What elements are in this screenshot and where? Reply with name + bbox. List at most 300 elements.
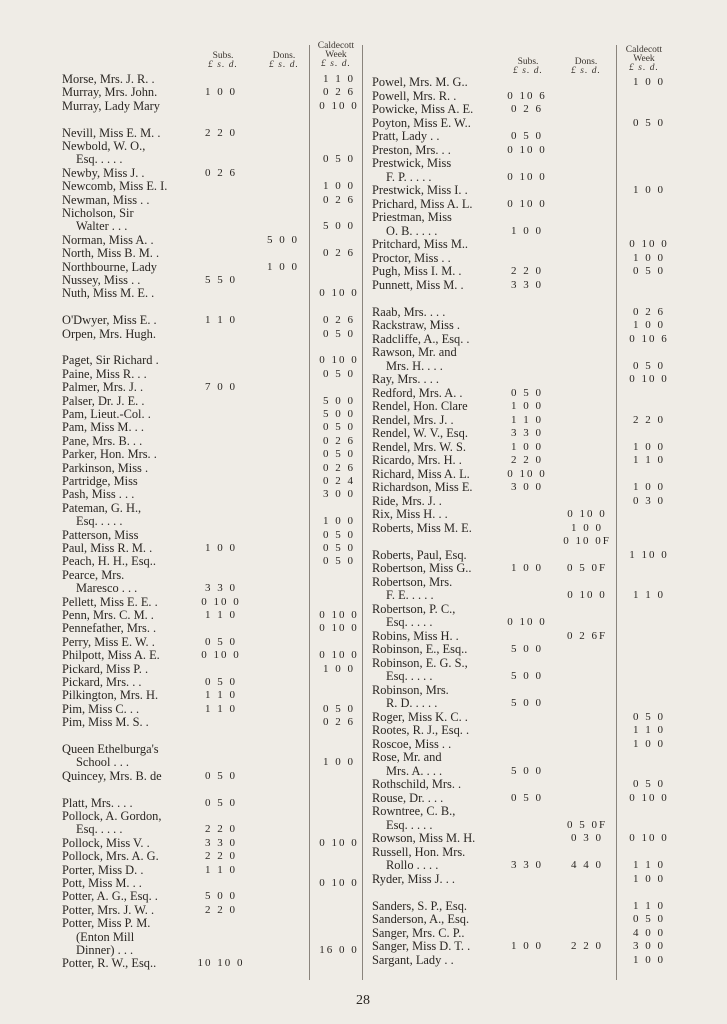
entry-name: Pearce, Mrs. [62, 567, 125, 582]
subs-amount: 2 2 0 [511, 454, 543, 466]
entry-name: Sanger, Miss D. T. . [372, 939, 471, 953]
entry-name: Roberts, Paul, Esq. [372, 547, 467, 562]
entry-name: Potter, Miss P. M. [62, 916, 151, 931]
list-item [62, 73, 362, 85]
entry-name: Powel, Mrs. M. G.. [372, 75, 468, 89]
entry-name: Roger, Miss K. C. . [372, 709, 468, 724]
subs-amount: 2 2 0 [205, 903, 237, 916]
subs-amount: 0 5 0 [205, 769, 237, 782]
entry-name: Redford, Mrs. A. . [372, 385, 463, 400]
list-item [372, 211, 702, 223]
right-subs-header [500, 58, 556, 76]
right-dons-units: £ s. d. [571, 66, 601, 76]
left-week-units: £ s. d. [321, 59, 351, 69]
subs-amount: 2 2 0 [205, 126, 237, 139]
subs-amount: 3 0 0 [511, 481, 543, 493]
list-item [372, 643, 702, 655]
list-item [62, 730, 362, 742]
list-item [62, 703, 362, 715]
entry-name: Raab, Mrs. . . . [372, 304, 446, 319]
subs-amount: 5 0 0 [511, 764, 543, 777]
subs-amount: 3 3 0 [205, 582, 237, 595]
week-amount: 0 5 0 [323, 448, 355, 461]
week-amount: 0 10 0 [629, 373, 669, 385]
list-item [62, 502, 362, 514]
week-amount: 1 1 0 [633, 859, 665, 871]
week-amount: 1 1 0 [633, 589, 665, 601]
list-item [372, 184, 702, 196]
right-week-header [620, 46, 668, 73]
subs-amount: 0 10 0 [507, 197, 547, 210]
subs-amount: 1 1 0 [205, 689, 237, 702]
entry-name: Esq. . . . . [76, 822, 123, 837]
entry-name: Penn, Mrs. C. M. . [62, 608, 154, 622]
dons-amount: 0 2 6F [566, 629, 608, 642]
entry-name: Ryder, Miss J. . . [372, 871, 455, 886]
dons-amount: 1 0 0 [267, 260, 299, 273]
list-item [62, 421, 362, 433]
entry-name: Preston, Mrs. . . [372, 142, 451, 157]
dons-amount: 1 0 0 [571, 521, 603, 534]
list-item [62, 153, 362, 165]
left-subs-header [195, 52, 251, 70]
entry-name: Robins, Miss H. . [372, 628, 459, 643]
entry-name: Pollock, A. Gordon, [62, 809, 162, 823]
entry-name: O. B. . . . . [386, 223, 438, 238]
list-item [372, 171, 702, 183]
week-amount: 0 2 6 [633, 305, 665, 318]
week-amount: 0 5 0 [633, 265, 665, 277]
subs-amount: 0 10 0 [507, 616, 547, 628]
list-item [372, 535, 702, 547]
list-item [62, 649, 362, 661]
entry-name: Pim, Miss M. S. . [62, 715, 149, 730]
list-item [62, 247, 362, 259]
list-item [372, 144, 702, 156]
week-amount: 3 0 0 [323, 488, 355, 501]
list-item [62, 609, 362, 621]
list-item [372, 873, 702, 885]
entry-name: Pollock, Miss V. . [62, 835, 150, 850]
list-item [372, 670, 702, 682]
dons-amount: 0 10 0F [563, 535, 611, 547]
subs-amount: 1 1 0 [205, 863, 237, 876]
week-amount: 1 0 0 [633, 737, 665, 750]
list-item [62, 194, 362, 206]
entry-name: Paine, Miss R. . . [62, 366, 147, 381]
subs-amount: 1 0 0 [511, 940, 543, 952]
entry-name: School . . . [76, 755, 130, 770]
week-amount: 0 10 0 [319, 649, 359, 662]
entry-name: Rootes, R. J., Esq. . [372, 723, 470, 737]
entry-name: Norman, Miss A. . [62, 232, 154, 247]
entry-name: Russell, Hon. Mrs. [372, 844, 466, 859]
right-week-label: Caldecott Week [625, 45, 663, 64]
entry-name: Proctor, Miss . . [372, 250, 451, 265]
entry-name: Rollo . . . . [386, 858, 439, 872]
week-amount: 1 0 0 [323, 515, 355, 528]
list-item [62, 341, 362, 353]
week-amount: 0 10 0 [629, 238, 669, 250]
subs-amount: 5 0 0 [511, 697, 543, 709]
list-item [372, 495, 702, 507]
week-amount: 0 2 6 [323, 193, 355, 206]
list-item [62, 488, 362, 500]
entry-name: F. P. . . . . [386, 169, 432, 184]
week-amount: 1 0 0 [633, 319, 665, 331]
subs-amount: 3 3 0 [511, 859, 543, 871]
list-item [372, 562, 702, 574]
list-item [372, 778, 702, 790]
week-amount: 1 0 0 [633, 440, 665, 453]
entry-name: Robertson, P. C., [372, 601, 456, 616]
list-item [62, 663, 362, 675]
week-amount: 1 0 0 [323, 662, 355, 675]
list-item [372, 400, 702, 412]
entry-name: Rendel, Mrs. J. . [372, 412, 454, 427]
list-item [372, 711, 702, 723]
dons-amount: 4 4 0 [571, 859, 603, 871]
subs-amount: 0 2 6 [205, 166, 237, 179]
week-amount: 0 5 0 [633, 913, 665, 925]
week-amount: 1 0 0 [633, 251, 665, 264]
dons-amount: 0 5 0F [566, 562, 608, 574]
subs-amount: 5 5 0 [205, 274, 237, 286]
week-amount: 0 5 0 [323, 153, 355, 166]
entry-name: Prestwick, Miss I. . [372, 183, 468, 197]
list-item [62, 274, 362, 286]
entry-name: O'Dwyer, Miss E. . [62, 313, 157, 328]
entry-name: Pash, Miss . . . [62, 487, 135, 502]
list-item [372, 751, 702, 763]
entry-name: F. E. . . . . [386, 588, 434, 602]
subs-amount: 1 0 0 [511, 562, 543, 574]
week-amount: 0 5 0 [323, 528, 355, 541]
entry-name: Mrs. H. . . . [386, 358, 443, 373]
list-item [372, 522, 702, 534]
list-item [62, 770, 362, 782]
list-item [372, 306, 702, 318]
week-amount: 1 0 0 [633, 76, 665, 88]
week-amount: 3 0 0 [633, 940, 665, 952]
entry-name: Northbourne, Lady [62, 259, 157, 274]
list-item [372, 954, 702, 966]
list-item [62, 529, 362, 541]
list-item [62, 636, 362, 648]
entry-name: Ray, Mrs. . . . [372, 372, 439, 386]
list-item [62, 287, 362, 299]
entry-name: Esq. . . . . [76, 514, 123, 529]
entry-name: Rowntree, C. B., [372, 804, 456, 818]
list-item [372, 900, 702, 912]
entry-name: (Enton Mill [76, 929, 135, 944]
week-amount: 0 2 6 [323, 86, 355, 99]
subs-amount: 1 0 0 [205, 86, 237, 99]
list-item [372, 427, 702, 439]
subs-amount: 0 5 0 [511, 130, 543, 142]
list-item [62, 810, 362, 822]
week-amount: 0 5 0 [323, 421, 355, 434]
list-item [62, 931, 362, 943]
entry-name: Powell, Mrs. R. . [372, 88, 457, 103]
week-amount: 0 3 0 [633, 494, 665, 507]
list-item [62, 167, 362, 179]
entry-name: Pellett, Miss E. E. . [62, 594, 158, 609]
week-amount: 0 2 6 [323, 461, 355, 474]
page-number: 28 [356, 993, 370, 1008]
list-item [62, 475, 362, 487]
week-amount: 1 1 0 [633, 724, 665, 736]
entry-name: Richard, Miss A. L. [372, 466, 470, 481]
entry-name: Roscoe, Miss . . [372, 736, 452, 751]
week-amount: 0 2 6 [323, 314, 355, 327]
week-amount: 0 10 0 [629, 791, 669, 804]
week-amount: 1 0 0 [633, 481, 665, 493]
right-subs-units: £ s. d. [513, 66, 543, 76]
week-amount: 1 1 0 [323, 73, 355, 85]
list-item [372, 886, 702, 898]
subs-amount: 0 5 0 [511, 791, 543, 804]
list-item [372, 832, 702, 844]
list-item [372, 117, 702, 129]
right-week-units: £ s. d. [629, 63, 659, 73]
week-amount: 4 0 0 [633, 926, 665, 939]
left-week-header [314, 42, 358, 69]
list-item [372, 292, 702, 304]
list-item [62, 582, 362, 594]
subs-amount: 0 10 0 [507, 143, 547, 156]
list-item [372, 198, 702, 210]
left-subs-units: £ s. d. [208, 60, 238, 70]
list-item [372, 441, 702, 453]
subs-amount: 1 0 0 [511, 224, 543, 237]
entry-name: Pratt, Lady . . [372, 129, 440, 143]
list-item [372, 657, 702, 669]
entry-name: Sanderson, A., Esq. [372, 912, 470, 926]
subs-amount: 1 1 0 [205, 609, 237, 621]
entry-name: Esq. . . . . [76, 152, 123, 167]
entry-name: Rendel, Mrs. W. S. [372, 439, 466, 454]
entry-name: Patterson, Miss [62, 527, 139, 542]
week-amount: 0 10 0 [319, 609, 359, 621]
list-item [62, 676, 362, 688]
entry-name: Nicholson, Sir [62, 206, 134, 220]
list-item [372, 508, 702, 520]
list-item [372, 373, 702, 385]
entry-name: Rendel, W. V., Esq. [372, 426, 468, 440]
entry-name: Potter, A. G., Esq. . [62, 889, 158, 904]
subs-amount: 1 1 0 [205, 314, 237, 327]
list-item [372, 684, 702, 696]
right-dons-header [560, 58, 612, 76]
entry-name: Parker, Hon. Mrs. . [62, 447, 157, 462]
list-item [62, 314, 362, 326]
entry-name: Morse, Mrs. J. R. . [62, 72, 155, 86]
dons-amount: 0 10 0 [567, 508, 607, 520]
list-item [372, 279, 702, 291]
list-item [372, 90, 702, 102]
dons-amount: 0 3 0 [571, 832, 603, 844]
list-item [62, 86, 362, 98]
list-item [372, 252, 702, 264]
list-item [372, 454, 702, 466]
list-item [372, 549, 702, 561]
week-amount: 2 2 0 [633, 413, 665, 426]
entry-name: North, Miss B. M. . [62, 246, 160, 261]
subs-amount: 10 10 0 [197, 957, 245, 970]
list-item [372, 792, 702, 804]
subs-amount: 3 3 0 [511, 427, 543, 439]
subs-amount: 0 10 6 [507, 89, 547, 102]
list-item [62, 877, 362, 889]
list-item [62, 140, 362, 152]
entry-name: Rix, Miss H. . . [372, 507, 448, 521]
list-item [372, 846, 702, 858]
list-item [62, 328, 362, 340]
list-item [372, 481, 702, 493]
week-amount: 0 2 6 [323, 434, 355, 447]
list-item [62, 783, 362, 795]
list-item [62, 261, 362, 273]
list-item [372, 913, 702, 925]
dons-amount: 5 0 0 [267, 233, 299, 246]
subs-amount: 2 2 0 [511, 265, 543, 277]
entry-name: Paul, Miss R. M. . [62, 541, 153, 555]
week-amount: 0 5 0 [323, 555, 355, 568]
entry-name: Rothschild, Mrs. . [372, 777, 462, 791]
week-amount: 1 0 0 [323, 756, 355, 769]
list-item [372, 576, 702, 588]
entry-name: Rendel, Hon. Clare [372, 399, 468, 413]
list-item [372, 103, 702, 115]
list-item [372, 130, 702, 142]
entry-name: Newby, Miss J. . [62, 165, 145, 180]
list-item [372, 940, 702, 952]
week-amount: 0 10 0 [319, 287, 359, 300]
week-amount: 0 10 6 [629, 332, 669, 345]
list-item [62, 743, 362, 755]
list-item [372, 765, 702, 777]
entry-name: Rouse, Dr. . . . [372, 790, 444, 805]
week-amount: 5 0 0 [323, 408, 355, 420]
entry-name: Pritchard, Miss M.. [372, 237, 469, 251]
entry-name: Palser, Dr. J. E. . [62, 393, 145, 408]
entry-name: Pollock, Mrs. A. G. [62, 849, 159, 864]
week-amount: 1 0 0 [633, 953, 665, 966]
entry-name: Pennefather, Mrs. . [62, 621, 157, 636]
list-item [62, 127, 362, 139]
entry-name: Dinner) . . . [76, 943, 134, 957]
entry-name: Pam, Miss M. . . [62, 420, 144, 435]
entry-name: Roberts, Miss M. E. [372, 520, 472, 535]
subs-amount: 1 1 0 [205, 702, 237, 715]
week-amount: 0 10 0 [629, 832, 669, 844]
left-week-label: Caldecott Week [317, 41, 355, 60]
list-item [62, 917, 362, 929]
entry-name: Esq. . . . . [386, 669, 433, 683]
week-amount: 1 0 0 [633, 872, 665, 885]
entry-name: Sanders, S. P., Esq. [372, 898, 468, 913]
left-subs-label: Subs. [212, 51, 234, 61]
right-dons-label: Dons. [574, 57, 598, 67]
entry-name: Rose, Mr. and [372, 750, 442, 764]
entry-name: Prestwick, Miss [372, 156, 452, 170]
list-item [372, 927, 702, 939]
list-item [372, 724, 702, 736]
entry-name: Newman, Miss . . [62, 192, 150, 207]
list-item [62, 113, 362, 125]
week-amount: 1 1 0 [633, 454, 665, 466]
list-item [62, 596, 362, 608]
week-amount: 0 2 6 [323, 247, 355, 260]
list-item [372, 265, 702, 277]
list-item [62, 555, 362, 567]
list-item [62, 462, 362, 474]
subs-amount: 2 2 0 [205, 823, 237, 836]
list-item [62, 207, 362, 219]
list-item [372, 414, 702, 426]
entry-name: R. D. . . . . [386, 696, 438, 710]
list-item [62, 381, 362, 393]
entry-name: Newcomb, Miss E. I. [62, 179, 168, 194]
list-item [372, 333, 702, 345]
subs-amount: 7 0 0 [205, 381, 237, 394]
list-item [372, 238, 702, 250]
subs-amount: 0 10 0 [507, 170, 547, 183]
week-amount: 1 10 0 [629, 548, 669, 561]
entry-name: Peach, H. H., Esq.. [62, 554, 156, 569]
week-amount: 1 0 0 [323, 180, 355, 193]
entry-name: Pott, Miss M. . . [62, 876, 142, 890]
week-amount: 0 10 0 [319, 99, 359, 112]
dons-amount: 0 10 0 [567, 589, 607, 601]
entry-name: Pilkington, Mrs. H. [62, 688, 159, 703]
entry-name: Pickard, Miss P. . [62, 661, 149, 676]
entry-name: Nussey, Miss . . [62, 273, 141, 287]
week-amount: 0 10 0 [319, 836, 359, 849]
subs-amount: 0 5 0 [511, 386, 543, 399]
entry-name: Philpott, Miss A. E. [62, 648, 160, 663]
entry-name: Pickard, Mrs. . . [62, 675, 142, 689]
entry-name: Prichard, Miss A. L. [372, 196, 473, 211]
list-item [372, 360, 702, 372]
subs-amount: 0 10 0 [201, 649, 241, 662]
entry-name: Sargant, Lady . . [372, 952, 454, 967]
entry-name: Pugh, Miss I. M. . [372, 264, 462, 278]
list-item [372, 738, 702, 750]
week-amount: 0 5 0 [323, 367, 355, 380]
list-item [372, 346, 702, 358]
entry-name: Rowson, Miss M. H. [372, 831, 476, 845]
entry-name: Richardson, Miss E. [372, 480, 473, 494]
entry-name: Potter, R. W., Esq.. [62, 956, 157, 971]
list-item [62, 622, 362, 634]
entry-name: Robinson, Mrs. [372, 682, 449, 697]
entry-name: Murray, Lady Mary [62, 98, 160, 113]
subs-amount: 0 2 6 [511, 103, 543, 115]
entry-name: Maresco . . . [76, 581, 138, 596]
entry-name: Pam, Lieut.-Col. . [62, 407, 151, 421]
list-item [62, 301, 362, 313]
list-item [372, 319, 702, 331]
week-amount: 1 1 0 [633, 899, 665, 912]
entry-name: Robinson, E. G. S., [372, 655, 468, 670]
entry-name: Potter, Mrs. J. W. . [62, 902, 155, 917]
list-item [372, 603, 702, 615]
entry-name: Ride, Mrs. J. . [372, 493, 442, 508]
subs-amount: 0 10 0 [507, 467, 547, 480]
entry-name: Rawson, Mr. and [372, 345, 457, 359]
